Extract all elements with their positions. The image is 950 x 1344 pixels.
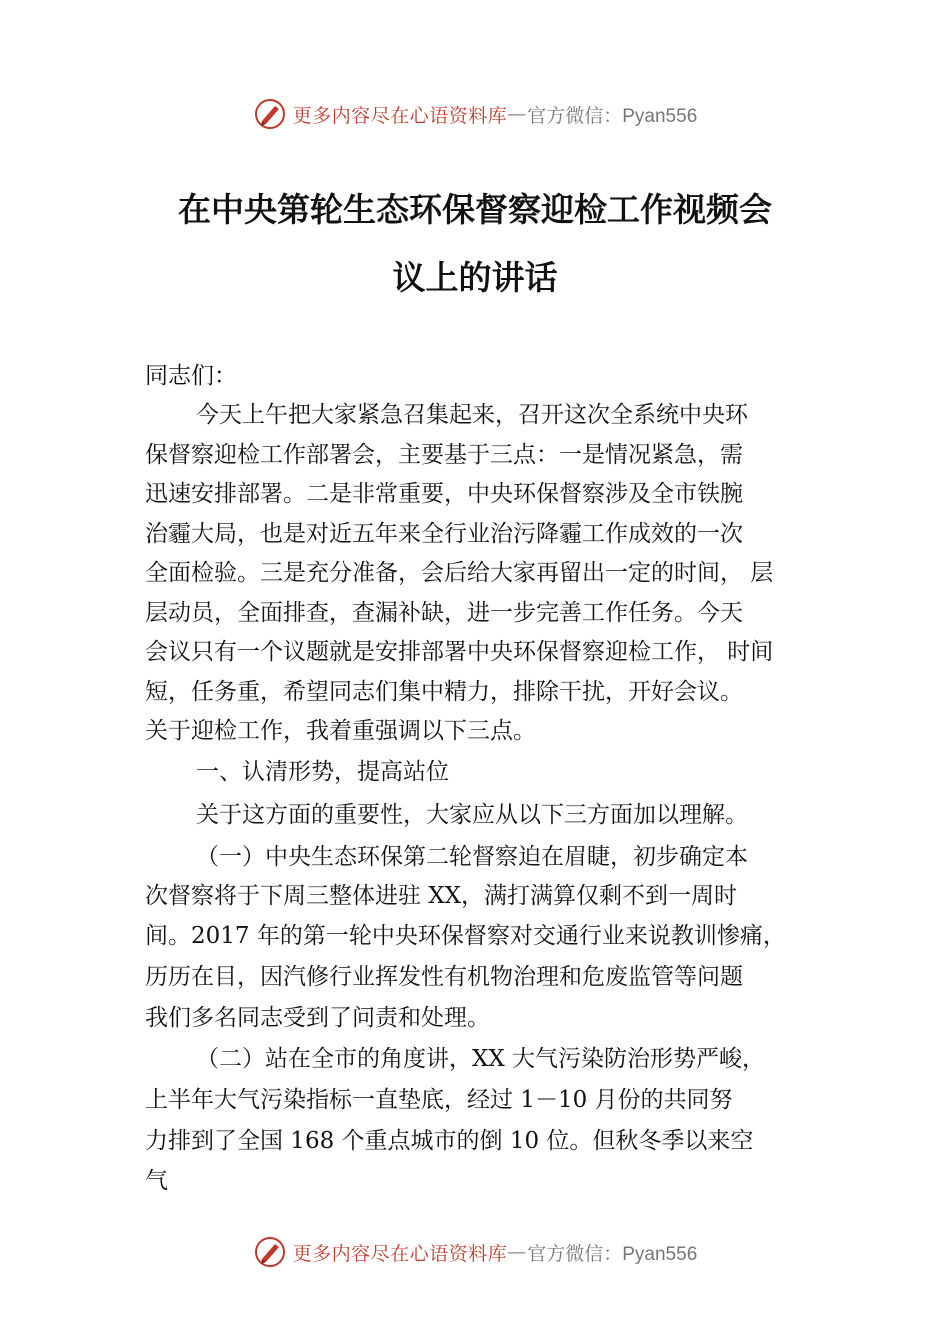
text-line: 同志们： [145,363,237,389]
text-line: 上半年大气污染指标一直垫底，经过 1－10 月份的共同努 [145,1087,733,1113]
text-line: 关于这方面的重要性，大家应从以下三方面加以理解。 [196,802,748,828]
text-line: （二）站在全市的角度讲，XX 大气污染防治形势严峻， [196,1046,766,1072]
text-line: （一）中央生态环保第二轮督察迫在眉睫，初步确定本 [196,844,748,870]
watermark-banner-top [0,94,950,134]
watermark-separator: — [507,103,528,125]
text-line: 全面检验。三是充分准备，会后给大家再留出一定的时间， 层 [145,560,774,586]
pen-logo-icon [253,97,287,131]
pen-logo-icon [253,1235,287,1269]
text-line: 次督察将于下周三整体进驻 XX，满打满算仅剩不到一周时 [145,883,738,909]
text-line: 关于迎检工作，我着重强调以下三点。 [145,718,536,744]
text-line: 迅速安排部署。二是非常重要，中央环保督察涉及全市铁腕 [145,481,743,507]
text-line: 保督察迎检工作部署会，主要基于三点：一是情况紧急，需 [145,442,743,468]
watermark-wechat: 官方微信：Pyan556 [527,1243,698,1265]
text-line: 我们多名同志受到了问责和处理。 [145,1005,490,1031]
text-line: 治霾大局，也是对近五年来全行业治污降霾工作成效的一次 [145,521,743,547]
text-line: 历历在目，因汽修行业挥发性有机物治理和危废监管等问题 [145,964,743,990]
section-heading: 一、认清形势，提高站位 [196,759,449,785]
text-line: 力排到了全国 168 个重点城市的倒 10 位。但秋冬季以来空 [145,1128,754,1154]
document-title-line-1: 在中央第轮生态环保督察迎检工作视频会 [178,190,772,229]
watermark-wechat: 官方微信：Pyan556 [527,105,698,127]
text-line: 今天上午把大家紧急召集起来，召开这次全系统中央环 [196,402,748,428]
watermark-banner-bottom [0,1232,950,1272]
text-line: 间。2017 年的第一轮中央环保督察对交通行业来说教训惨痛， [145,923,786,949]
watermark-brand: 更多内容尽在心语资料库 [292,1242,508,1265]
text-line: 气 [145,1168,168,1194]
watermark-brand: 更多内容尽在心语资料库 [292,104,508,127]
text-line: 短，任务重，希望同志们集中精力，排除干扰，开好会议。 [145,679,743,705]
document-title-line-2: 议上的讲话 [392,258,558,297]
text-line: 层动员，全面排查，查漏补缺，进一步完善工作任务。今天 [145,600,743,626]
watermark-separator: — [507,1241,528,1263]
text-line: 会议只有一个议题就是安排部署中央环保督察迎检工作， 时间 [145,639,774,665]
